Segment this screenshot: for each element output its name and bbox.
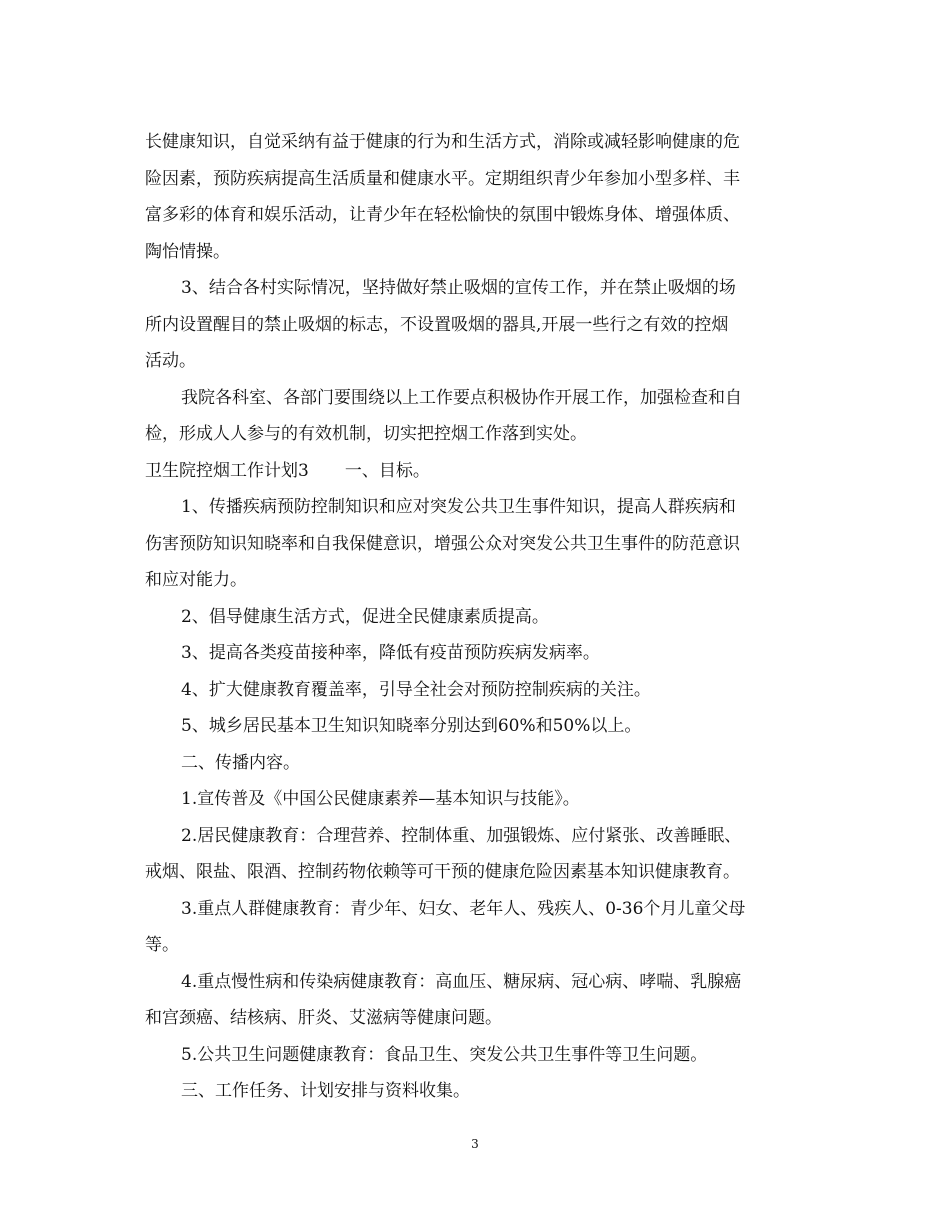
text-line: 险因素，预防疾病提高生活质量和健康水平。定期组织青少年参加小型多样、丰	[145, 168, 740, 189]
text-line: 1、传播疾病预防控制知识和应对突发公共卫生事件知识，提高人群疾病和	[181, 497, 736, 517]
text-line: 所内设置醒目的禁止吸烟的标志，不设置吸烟的器具,开展一些行之有效的控烟	[145, 314, 729, 335]
text-line: 戒烟、限盐、限酒、控制药物依赖等可干预的健康危险因素基本知识健康教育。	[145, 862, 740, 882]
text-line: 陶怡情操。	[145, 241, 230, 262]
text-line: 5.公共卫生问题健康教育：食品卫生、突发公共卫生事件等卫生问题。	[181, 1044, 708, 1065]
text-line: 活动。	[145, 351, 196, 371]
section-heading-line	[145, 453, 805, 490]
text-line: 富多彩的体育和娱乐活动，让青少年在轻松愉快的氛围中锻炼身体、增强体质、	[145, 205, 740, 225]
text-line: 2.居民健康教育：合理营养、控制体重、加强锻炼、应付紧张、改善睡眠、	[181, 825, 742, 846]
text-line: 5、城乡居民基本卫生知识知晓率分别达到60%和50%以上。	[181, 716, 642, 736]
text-line: 和应对能力。	[145, 570, 247, 590]
text-line: 检，形成人人参与的有效机制，切实把控烟工作落到实处。	[145, 424, 587, 444]
document-body	[145, 124, 805, 1110]
text-line: 1.宣传普及《中国公民健康素养—基本知识与技能》。	[181, 789, 580, 809]
text-line: 2、倡导健康生活方式，促进全民健康素质提高。	[181, 606, 549, 627]
text-line: 3、提高各类疫苗接种率，降低有疫苗预防疾病发病率。	[181, 643, 600, 663]
text-line: 3.重点人群健康教育：青少年、妇女、老年人、残疾人、0-36个月儿童父母	[181, 898, 746, 919]
text-line: 长健康知识，自觉采纳有益于健康的行为和生活方式，消除或减轻影响健康的危	[145, 132, 740, 152]
text-line: 三、工作任务、计划安排与资料收集。	[181, 1081, 470, 1101]
text-line: 4.重点慢性病和传染病健康教育：高血压、糖尿病、冠心病、哮喘、乳腺癌	[181, 971, 742, 992]
section-heading: 卫生院控烟工作计划3	[145, 460, 309, 481]
text-line: 伤害预防知识知晓率和自我保健意识，增强公众对突发公共卫生事件的防范意识	[145, 533, 740, 554]
subsection-heading: 一、目标。	[344, 460, 430, 481]
page-number: 3	[471, 1137, 479, 1151]
text-line: 等。	[145, 935, 179, 955]
text-line: 3、结合各村实际情况，坚持做好禁止吸烟的宣传工作，并在禁止吸烟的场	[181, 278, 736, 298]
text-line: 和宫颈癌、结核病、肝炎、艾滋病等健康问题。	[145, 1008, 502, 1028]
text-line: 4、扩大健康教育覆盖率，引导全社会对预防控制疾病的关注。	[181, 679, 651, 700]
text-line: 二、传播内容。	[181, 752, 300, 773]
text-line: 我院各科室、各部门要围绕以上工作要点积极协作开展工作，加强检查和自	[181, 387, 742, 408]
